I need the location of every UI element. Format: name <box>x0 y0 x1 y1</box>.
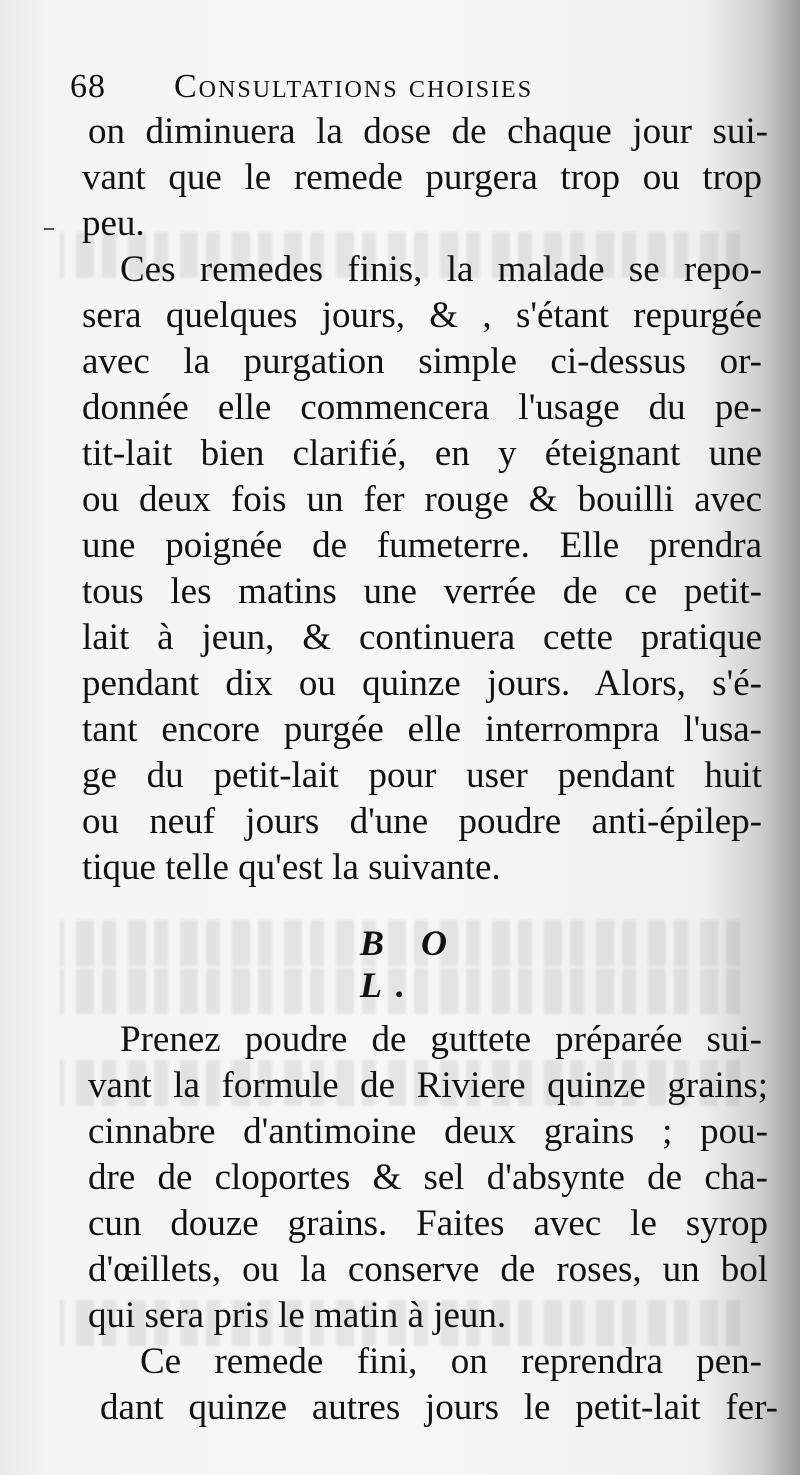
text-line: vant la formule de Riviere quinze grains; <box>88 1065 768 1106</box>
text-line: sera quelques jours, & , s'étant repurgée <box>82 295 762 336</box>
text-line: tit-lait bien clarifié, en y éteignant une <box>82 433 762 474</box>
margin-mark <box>44 228 54 230</box>
text-line: d'œillets, ou la conserve de roses, un bol <box>88 1249 768 1290</box>
text-line: avec la purgation simple ci-dessus or- <box>82 341 762 382</box>
text-line: Ces remedes finis, la malade se repo- <box>120 249 762 290</box>
text-line: peu. <box>82 203 145 244</box>
text-line: Ce remede fini, on reprendra pen- <box>140 1341 762 1382</box>
text-line: tant encore purgée elle interrompra l'usa- <box>82 709 762 750</box>
page-number: 68 <box>70 68 106 105</box>
text-line: cinnabre d'antimoine deux grains ; pou- <box>88 1111 768 1152</box>
text-line: donnée elle commencera l'usage du pe- <box>82 387 762 428</box>
running-title: Consultations choisies <box>174 68 534 105</box>
text-line: qui sera pris le matin à jeun. <box>88 1295 507 1336</box>
section-title: B O L. <box>360 923 462 1005</box>
text-line: ge du petit-lait pour user pendant huit <box>82 755 762 796</box>
text-line: on diminuera la dose de chaque jour sui- <box>88 111 768 152</box>
text-line: cun douze grains. Faites avec le syrop <box>88 1203 768 1244</box>
text-line: vant que le remede purgera trop ou trop <box>82 157 762 198</box>
text-line: tique telle qu'est la suivante. <box>82 847 501 888</box>
text-line: une poignée de fumeterre. Elle prendra <box>82 525 762 566</box>
text-line: pendant dix ou quinze jours. Alors, s'é- <box>82 663 762 704</box>
text-line: lait à jeun, & continuera cette pratique <box>82 617 762 658</box>
text-line: Prenez poudre de guttete préparée sui- <box>120 1019 762 1060</box>
text-line: ou neuf jours d'une poudre anti-épilep- <box>82 801 762 842</box>
text-line: dre de cloportes & sel d'absynte de cha- <box>88 1157 768 1198</box>
text-line: ou deux fois un fer rouge & bouilli avec <box>82 479 762 520</box>
page-header <box>70 68 730 112</box>
text-line: dant quinze autres jours le petit-lait fer- <box>100 1387 778 1428</box>
text-line: tous les matins une verrée de ce petit- <box>82 571 762 612</box>
